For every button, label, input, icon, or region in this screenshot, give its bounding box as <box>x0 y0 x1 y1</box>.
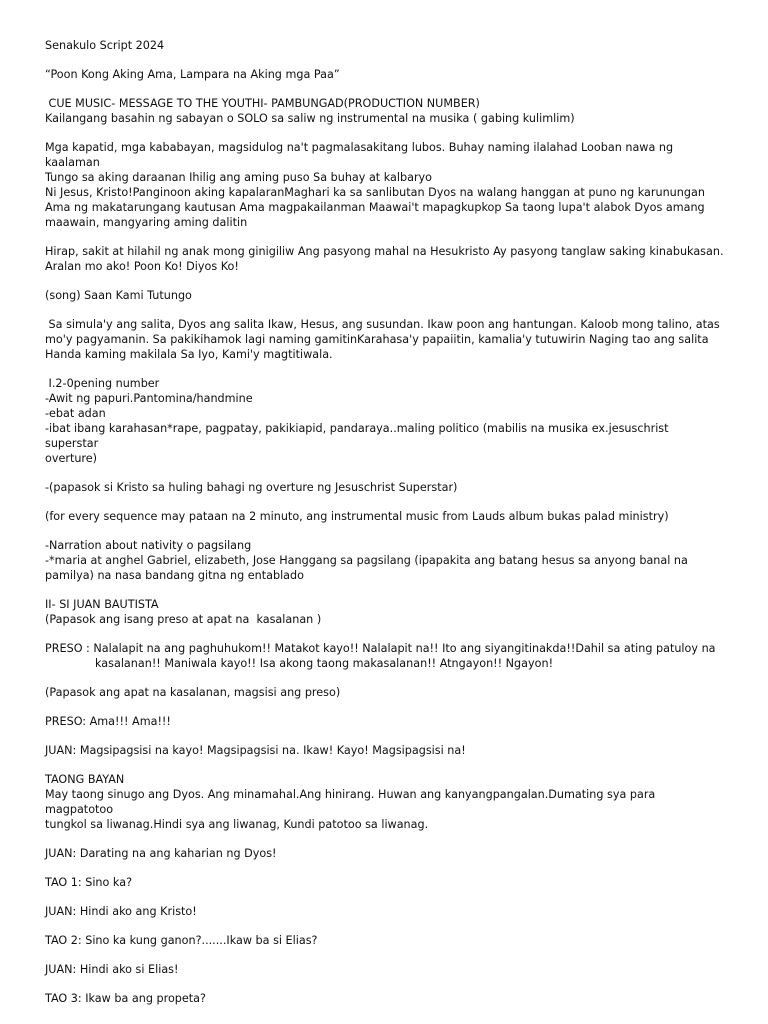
opening-line: I.2-0pening number <box>45 377 160 390</box>
sequence-note: (for every sequence may pataan na 2 minuto, ang instrumental music from Lauds album bukas palad ministry) <box>45 510 669 523</box>
nativity-line: -Narration about nativity o pagsilang <box>45 539 252 552</box>
paragraph-line: maawain, mangyaring aming dalitin <box>45 216 248 229</box>
dialogue-line: TAO 2: Sino ka kung ganon?.......Ikaw ba si Elias? <box>45 934 318 947</box>
dialogue-line: PRESO : Nalalapit na ang paghuhukom!! Matakot kayo!! Nalalapit na!! Ito ang siyangitinakda!!Dahil sa ating patuloy na <box>45 642 716 655</box>
dialogue-line: JUAN: Hindi ako si Elias! <box>45 963 179 976</box>
document-subtitle: “Poon Kong Aking Ama, Lampara na Aking mga Paa” <box>45 68 340 81</box>
paragraph-line: Aralan mo ako! Poon Ko! Diyos Ko! <box>45 260 239 273</box>
nativity-section <box>45 538 725 583</box>
paragraph-line: mo'y pagyamanin. Sa pakikihamok lagi naming gamitinKarahasa'y papaiitin, kamalia'y tutuwirin Naging tao ang salita <box>45 333 709 346</box>
taong-bayan-text: May taong sinugo ang Dyos. Ang minamahal.Ang hinirang. Huwan ang kanyangpangalan.Dumating sya para magpatotoo <box>45 788 656 816</box>
dialogue-line-continuation: kasalanan!! Maniwala kayo!! Isa akong taong makasalanan!! Atngayon!! Ngayon! <box>95 657 554 670</box>
preso-dialogue <box>45 641 725 671</box>
taong-bayan-heading: TAONG BAYAN <box>45 773 125 786</box>
dialogue-line: TAO 3: Ikaw ba ang propeta? <box>45 992 206 1005</box>
opening-line: -ebat adan <box>45 407 106 420</box>
paragraph-line: Handa kaming makilala Sa Iyo, Kami'y magtitiwala. <box>45 348 333 361</box>
dialogue-line: PRESO: Ama!!! Ama!!! <box>45 715 171 728</box>
paragraph-line: Ama ng makatarungang kautusan Ama magpakailanman Maawai't mapagkupkop Sa taong lupa't alabok Dyos amang <box>45 201 705 214</box>
dialogue-line: TAO 1: Sino ka? <box>45 876 133 889</box>
dialogue-line: JUAN: Hindi ako ang Kristo! <box>45 905 197 918</box>
taong-bayan-text: tungkol sa liwanag.Hindi sya ang liwanag, Kundi patotoo sa liwanag. <box>45 818 429 831</box>
paragraph-3 <box>45 317 725 362</box>
opening-number-section <box>45 376 725 466</box>
paragraph-line: Tungo sa aking daraanan Ihilig ang aming puso Sa buhay at kalbaryo <box>45 171 433 184</box>
dialogue-line: JUAN: Magsipagsisi na kayo! Magsipagsisi na. Ikaw! Kayo! Magsipagsisi na! <box>45 744 466 757</box>
document-page <box>45 38 725 1006</box>
section-2-heading: II- SI JUAN BAUTISTA <box>45 598 159 611</box>
paragraph-line: Mga kapatid, mga kababayan, magsidulog na't pagmalasakitang lubos. Buhay naming ilalahad Looban nawa ng kaalaman <box>45 141 674 169</box>
nativity-line: pamilya) na nasa bandang gitna ng entablado <box>45 569 304 582</box>
song-title: (song) Saan Kami Tutungo <box>45 289 192 302</box>
paragraph-2 <box>45 244 725 274</box>
opening-line: overture) <box>45 452 98 465</box>
cue-heading: CUE MUSIC- MESSAGE TO THE YOUTHI- PAMBUNGAD(PRODUCTION NUMBER) <box>45 97 480 110</box>
document-title: Senakulo Script 2024 <box>45 39 165 52</box>
opening-line: -ibat ibang karahasan*rape, pagpatay, pakikiapid, pandaraya..maling politico (mabilis na musika ex.jesuschrist superstar <box>45 422 669 450</box>
opening-line: -Awit ng papuri.Pantomina/handmine <box>45 392 253 405</box>
kristo-entry-direction: -(papasok si Kristo sa huling bahagi ng overture ng Jesuschrist Superstar) <box>45 481 458 494</box>
dialogue-line: JUAN: Darating na ang kaharian ng Dyos! <box>45 847 277 860</box>
paragraph-1 <box>45 140 725 230</box>
paragraph-line: Ni Jesus, Kristo!Panginoon aking kapalaranMaghari ka sa sanlibutan Dyos na walang hanggan at puno ng karunungan <box>45 186 705 199</box>
section-2-direction: (Papasok ang isang preso at apat na kasalanan ) <box>45 613 322 626</box>
paragraph-line: Hirap, sakit at hilahil ng anak mong ginigiliw Ang pasyong mahal na Hesukristo Ay pasyong tanglaw saking kinabukasan. <box>45 245 724 258</box>
paragraph-line: Sa simula'y ang salita, Dyos ang salita Ikaw, Hesus, ang susundan. Ikaw poon ang hantungan. Kaloob mong talino, atas <box>45 318 720 331</box>
stage-direction: (Papasok ang apat na kasalanan, magsisi ang preso) <box>45 686 341 699</box>
cue-instruction: Kailangang basahin ng sabayan o SOLO sa saliw ng instrumental na musika ( gabing kulimlim) <box>45 112 575 125</box>
nativity-line: -*maria at anghel Gabriel, elizabeth, Jose Hanggang sa pagsilang (ipapakita ang batang hesus sa anyong banal na <box>45 554 688 567</box>
